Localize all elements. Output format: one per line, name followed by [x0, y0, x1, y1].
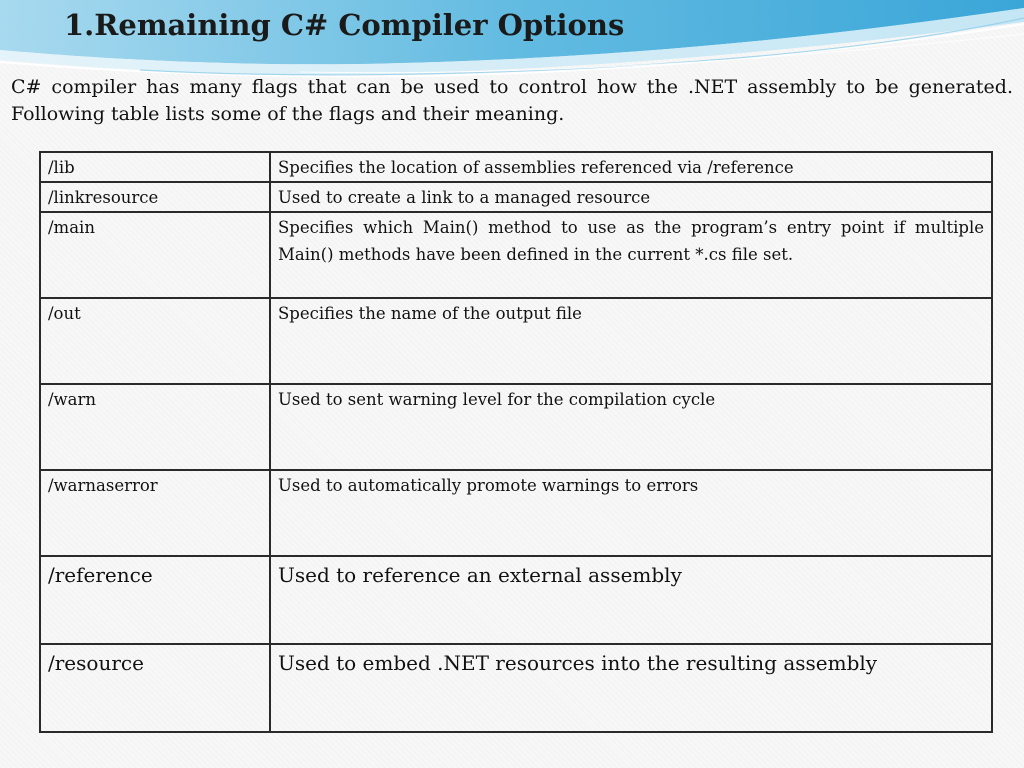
flag-cell: /warnaserror	[40, 470, 270, 556]
table-row	[40, 212, 992, 298]
flag-cell: /main	[40, 212, 270, 298]
description-cell: Specifies the location of assemblies referenced via /reference	[270, 152, 992, 182]
flag-cell: /resource	[40, 644, 270, 732]
description-cell: Used to sent warning level for the compilation cycle	[270, 384, 992, 470]
slide-title: 1.Remaining C# Compiler Options	[64, 8, 625, 42]
table-row	[40, 470, 992, 556]
flag-cell: /reference	[40, 556, 270, 644]
flag-cell: /linkresource	[40, 182, 270, 212]
compiler-flags-table	[39, 151, 993, 733]
table-row	[40, 298, 992, 384]
intro-paragraph: C# compiler has many flags that can be used to control how the .NET assembly to be generated. Following table lists some of the flags and their meaning.	[11, 76, 1013, 125]
table-row	[40, 182, 992, 212]
flag-cell: /warn	[40, 384, 270, 470]
description-cell: Used to automatically promote warnings to errors	[270, 470, 992, 556]
description-cell: Used to reference an external assembly	[270, 556, 992, 644]
description-cell: Used to create a link to a managed resource	[270, 182, 992, 212]
flag-cell: /out	[40, 298, 270, 384]
flag-cell: /lib	[40, 152, 270, 182]
table-row	[40, 556, 992, 644]
description-cell: Used to embed .NET resources into the resulting assembly	[270, 644, 992, 732]
table-row	[40, 384, 992, 470]
description-cell: Specifies which Main() method to use as the program’s entry point if multiple Main() methods have been defined in the current *.cs file set.	[270, 212, 992, 298]
description-cell: Specifies the name of the output file	[270, 298, 992, 384]
table-row	[40, 644, 992, 732]
table-row	[40, 152, 992, 182]
